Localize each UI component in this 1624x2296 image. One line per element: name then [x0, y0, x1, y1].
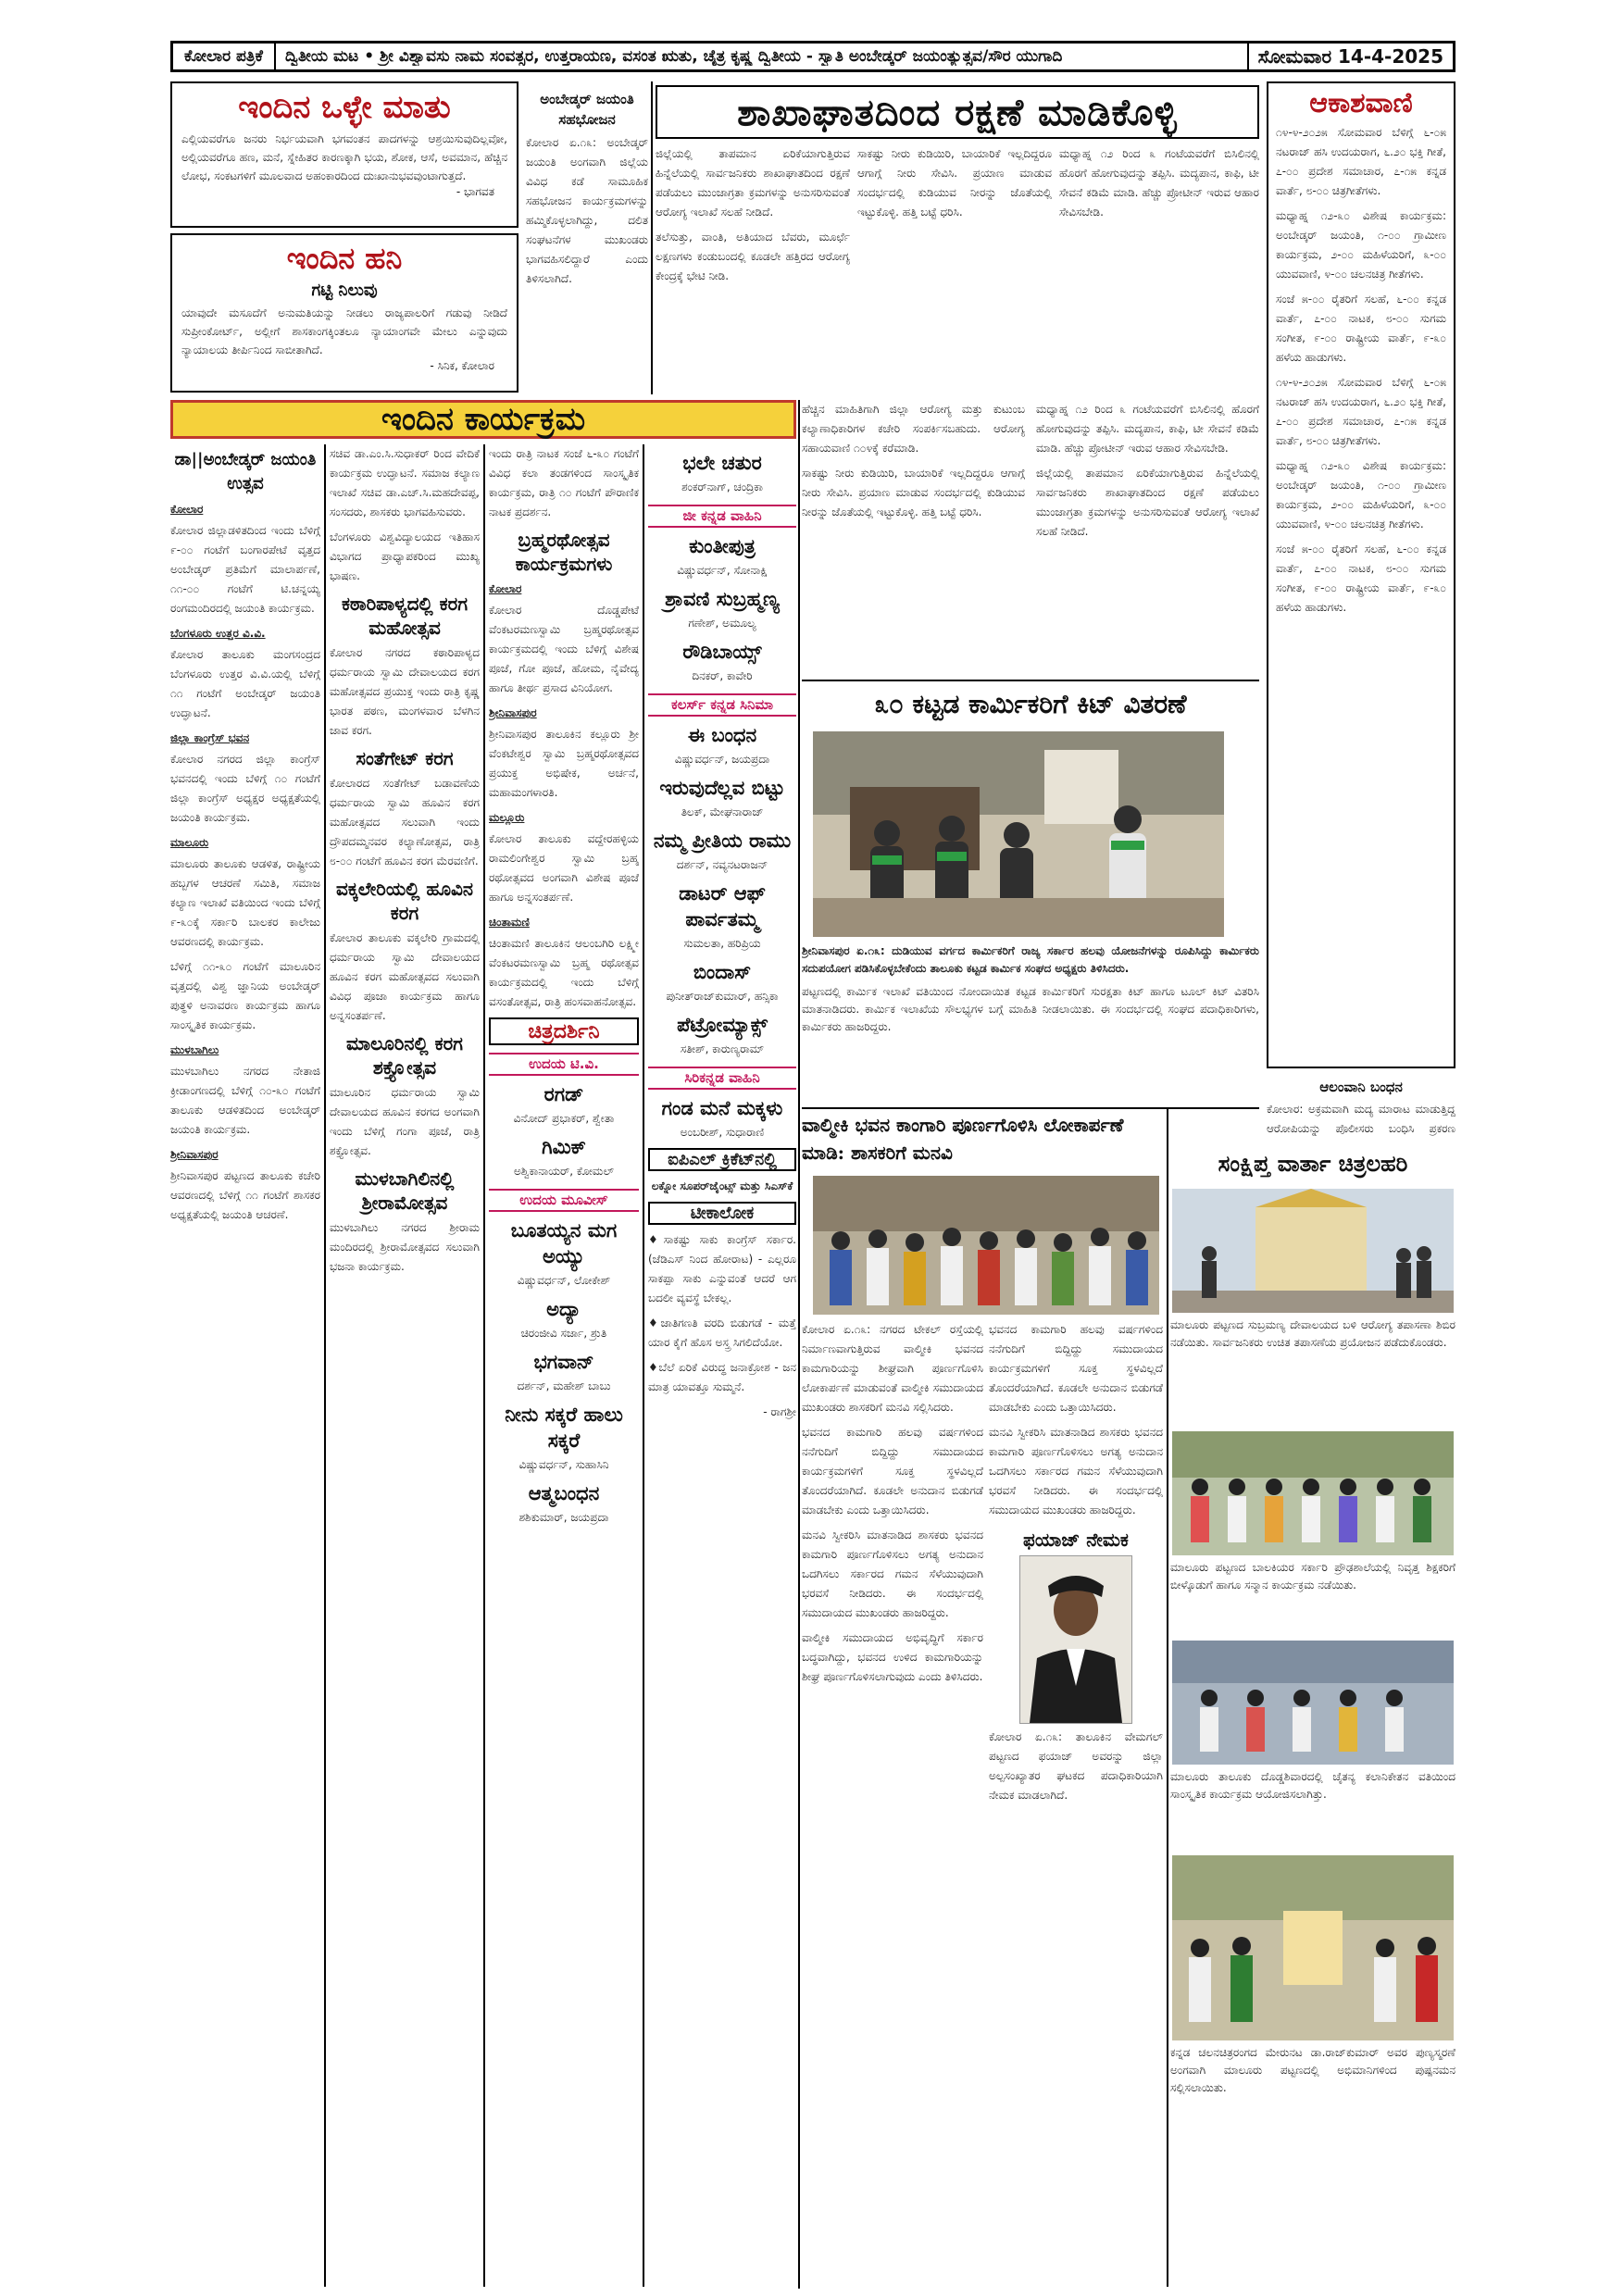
- heat-article-para: ಸಾಕಷ್ಟು ನೀರು ಕುಡಿಯಿರಿ, ಬಾಯಾರಿಕೆ ಇಲ್ಲದಿದ್ದರೂ ಆಗಾಗ್ಗೆ ನೀರು ಸೇವಿಸಿ. ಪ್ರಯಾಣ ಮಾಡುವ ಸಂದರ್ಭದಲ್ಲಿ ಕುಡಿಯುವ ನೀರನ್ನು ಜೊತೆಯಲ್ಲಿ ಇಟ್ಟುಕೊಳ್ಳಿ. ಹತ್ತಿ ಬಟ್ಟೆ ಧರಿಸಿ.: [857, 147, 1052, 218]
- crowd-photo-image: [813, 1176, 1159, 1315]
- programme-text: ಬೆಂಗಳೂರು ವಿಶ್ವವಿದ್ಯಾಲಯದ ಇತಿಹಾಸ ವಿಭಾಗದ ಪ್ರಾಧ್ಯಾಪಕರಿಂದ ಮುಖ್ಯ ಭಾಷಣ.: [330, 530, 480, 582]
- programme-text: ಸಚಿವ ಡಾ.ಎಂ.ಸಿ.ಸುಧಾಕರ್ ರಿಂದ ವೇದಿಕೆ ಕಾರ್ಯಕ್ರಮ ಉದ್ಘಾಟನೆ. ಸಮಾಜ ಕಲ್ಯಾಣ ಇಲಾಖೆ ಸಚಿವ ಡಾ.ಎಚ್.ಸಿ.ಮಹದೇವಪ್ಪ, ಸಂಸದರು, ಶಾಸಕರು ಭಾಗವಹಿಸುವರು.: [330, 447, 480, 518]
- film-cast: ಸುಮಲತಾ, ಹರಿಪ್ರಿಯ: [683, 937, 761, 950]
- gem-of-day-box: [170, 233, 518, 393]
- teekaloka-item: ♦ಸಾಕಷ್ಟು ಸಾಕು ಕಾಂಗ್ರೆಸ್ ಸರ್ಕಾರ. (ಜೆಡಿಎಸ್ ನಿಂದ ಹೋರಾಟ) - ಎಲ್ಲರೂ ಸಾಕಪ್ಪಾ ಸಾಕು ಎನ್ನುವಂತೆ ಆದರೆ ಆಗ ಬದಲೀ ವ್ಯವಸ್ಥೆ ಬೇಕಲ್ಲ.: [648, 1233, 796, 1304]
- valmiki-text: ಮನವಿ ಸ್ವೀಕರಿಸಿ ಮಾತನಾಡಿದ ಶಾಸಕರು ಭವನದ ಕಾಮಗಾರಿ ಪೂರ್ಣಗೊಳಿಸಲು ಅಗತ್ಯ ಅನುದಾನ ಒದಗಿಸಲು ಸರ್ಕಾರದ ಗಮನ ಸೆಳೆಯುವುದಾಗಿ ಭರವಸೆ ನೀಡಿದರು. ಈ ಸಂದರ್ಭದಲ್ಲಿ ಸಮುದಾಯದ ಮುಖಂಡರು ಹಾಜರಿದ್ದರು.: [802, 1529, 983, 1619]
- film-title: ಶ್ರಾವಣಿ ಸುಬ್ರಹ್ಮಣ್ಯ: [665, 587, 780, 610]
- quote-source: - ಭಾಗವತ: [456, 185, 494, 198]
- akashavani-box: [1267, 81, 1455, 1068]
- programme-text: ಮುಳಬಾಗಿಲು ನಗರದ ನೇತಾಜಿ ಕ್ರೀಡಾಂಗಣದಲ್ಲಿ ಬೆಳಿಗ್ಗೆ ೧೦-೩೦ ಗಂಟೆಗೆ ತಾಲೂಕು ಆಡಳಿತದಿಂದ ಅಂಬೇಡ್ಕರ್ ಜಯಂತಿ ಕಾರ್ಯಕ್ರಮ.: [170, 1065, 320, 1136]
- film-title: ಭಲೇ ಚತುರ: [682, 451, 762, 474]
- valmiki-text: ಭವನದ ಕಾಮಗಾರಿ ಹಲವು ವರ್ಷಗಳಿಂದ ನನೆಗುದಿಗೆ ಬಿದ್ದಿದ್ದು ಸಮುದಾಯದ ಕಾರ್ಯಕ್ರಮಗಳಿಗೆ ಸೂಕ್ತ ಸ್ಥಳವಿಲ್ಲದೆ ತೊಂದರೆಯಾಗಿದೆ. ಕೂಡಲೇ ಅನುದಾನ ಬಿಡುಗಡೆ ಮಾಡಬೇಕು ಎಂದು ಒತ್ತಾಯಿಸಿದರು.: [802, 1426, 983, 1516]
- film-title: ಈ ಬಂಧನ: [687, 723, 757, 746]
- programmes-banner: ಇಂದಿನ ಕಾರ್ಯಕ್ರಮ: [170, 400, 796, 439]
- channel-label: ಸಿರಿಕನ್ನಡ ವಾಹಿನಿ: [648, 1067, 796, 1090]
- akashavani-para: ಮಧ್ಯಾಹ್ನ ೧೨-೩೦ ವಿಶೇಷ ಕಾರ್ಯಕ್ರಮ: ಅಂಬೇಡ್ಕರ್ ಜಯಂತಿ, ೧-೦೦ ಗ್ರಾಮೀಣ ಕಾರ್ಯಕ್ರಮ, ೨-೦೦ ಮಹಿಳೆಯರಿಗೆ, ೩-೦೦ ಯುವವಾಣಿ, ೪-೦೦ ಚಲನಚಿತ್ರ ಗೀತೆಗಳು.: [1276, 209, 1446, 281]
- temple-photo-image: [1172, 1189, 1454, 1313]
- heat-article-para: ತಲೆಸುತ್ತು, ವಾಂತಿ, ಅತಿಯಾದ ಬೆವರು, ಮೂರ್ಛೆ ಲಕ್ಷಣಗಳು ಕಂಡುಬಂದಲ್ಲಿ ಕೂಡಲೇ ಹತ್ತಿರದ ಆರೋಗ್ಯ ಕೇಂದ್ರಕ್ಕೆ ಭೇಟಿ ನೀಡಿ.: [656, 231, 850, 282]
- film-cast: ವಿಷ್ಣುವರ್ಧನ್, ಸುಹಾಸಿನಿ: [518, 1458, 609, 1471]
- film-cast: ದರ್ಶನ್, ನವ್ಯನಟರಾಜನ್: [676, 858, 768, 871]
- brief-photo-1: [1172, 1189, 1454, 1313]
- divider: [802, 1107, 1259, 1109]
- heat-article-col-2: [857, 144, 1052, 394]
- film-cast: ದರ್ಶನ್, ಮಹೇಶ್ ಬಾಬು: [517, 1379, 611, 1392]
- appointee-photo: [1019, 1555, 1132, 1724]
- valmiki-text: ಮನವಿ ಸ್ವೀಕರಿಸಿ ಮಾತನಾಡಿದ ಶಾಸಕರು ಭವನದ ಕಾಮಗಾರಿ ಪೂರ್ಣಗೊಳಿಸಲು ಅಗತ್ಯ ಅನುದಾನ ಒದಗಿಸಲು ಸರ್ಕಾರದ ಗಮನ ಸೆಳೆಯುವುದಾಗಿ ಭರವಸೆ ನೀಡಿದರು. ಈ ಸಂದರ್ಭದಲ್ಲಿ ಸಮುದಾಯದ ಮುಖಂಡರು ಹಾಜರಿದ್ದರು.: [989, 1426, 1163, 1516]
- film-title: ಡಾಟರ್ ಆಫ್ ಪಾರ್ವತಮ್ಮ: [679, 881, 766, 930]
- akashavani-para: ಸಂಜೆ ೫-೦೦ ರೈತರಿಗೆ ಸಲಹೆ, ೬-೦೦ ಕನ್ನಡ ವಾರ್ತೆ, ೭-೦೦ ನಾಟಕ, ೮-೦೦ ಸುಗಮ ಸಂಗೀತ, ೯-೦೦ ರಾಷ್ಟ್ರೀಯ ವಾರ್ತೆ, ೯-೩೦ ಹಳೆಯ ಹಾಡುಗಳು.: [1276, 293, 1446, 364]
- location-label: ಮುಳಬಾಗಿಲು: [170, 1043, 219, 1056]
- akashavani-para: ಮಧ್ಯಾಹ್ನ ೧೨-೩೦ ವಿಶೇಷ ಕಾರ್ಯಕ್ರಮ: ಅಂಬೇಡ್ಕರ್ ಜಯಂತಿ, ೧-೦೦ ಗ್ರಾಮೀಣ ಕಾರ್ಯಕ್ರಮ, ೨-೦೦ ಮಹಿಳೆಯರಿಗೆ, ೩-೦೦ ಯುವವಾಣಿ, ೪-೦೦ ಚಲನಚಿತ್ರ ಗೀತೆಗಳು.: [1276, 459, 1446, 530]
- gem-text: ಯಾವುದೇ ಮಸೂದೆಗೆ ಅನುಮತಿಯನ್ನು ನೀಡಲು ರಾಜ್ಯಪಾಲರಿಗೆ ಗಡುವು ನೀಡಿದೆ ಸುಪ್ರೀಂಕೋರ್ಟ್, ಅಲ್ಲೀಗೆ ಶಾಸಕಾಂಗಕ್ಕಿಂತಲೂ ನ್ಯಾಯಾಂಗವೇ ಮೇಲು ಎನ್ನುವುದು ನ್ಯಾಯಾಲಯ ತೀರ್ಪಿನಿಂದ ಸಾಬೀತಾಗಿದೆ.: [181, 306, 507, 356]
- film-title: ಬಿಂದಾಸ್: [693, 960, 752, 983]
- issue-date: ಸೋಮವಾರ 14-4-2025: [1257, 45, 1443, 68]
- film-title: ಬೂತಯ್ಯನ ಮಗ ಅಯ್ಯು: [510, 1218, 618, 1267]
- divider: [483, 444, 485, 2287]
- heat-article-col-1: [656, 144, 850, 394]
- brief-caption: ಕನ್ನಡ ಚಲನಚಿತ್ರರಂಗದ ಮೇರುನಟ ಡಾ.ರಾಜ್‌ಕುಮಾರ್ ಅವರ ಪುಣ್ಯಸ್ಮರಣೆ ಅಂಗವಾಗಿ ಮಾಲೂರು ಪಟ್ಟಣದಲ್ಲಿ ಅಭಿಮಾನಿಗಳಿಂದ ಪುಷ್ಪನಮನ ಸಲ್ಲಿಸಲಾಯಿತು.: [1170, 2046, 1455, 2094]
- film-title: ಕುಂತೀಪುತ್ರ: [689, 534, 756, 557]
- location-label: ಕೋಲಾರ: [170, 503, 204, 516]
- appointment-text: ಕೋಲಾರ ಏ.೧೩: ತಾಲೂಕಿನ ವೇಮಗಲ್ ಪಟ್ಟಣದ ಫಯಾಜ್ ಅವರನ್ನು ಜಿಲ್ಲಾ ಅಲ್ಪಸಂಖ್ಯಾತರ ಘಟಕದ ಪದಾಧಿಕಾರಿಯಾಗಿ ನೇಮಕ ಮಾಡಲಾಗಿದೆ.: [989, 1730, 1163, 1802]
- film-cast: ಅಶ್ವಿಕಾನಾಯರ್, ಕೋಮಲ್: [514, 1165, 614, 1178]
- quote-text: ಎಲ್ಲಿಯವರೆಗೂ ಜನರು ನಿರ್ಭಯವಾಗಿ ಭಗವಂತನ ಪಾದಗಳನ್ನು ಆಶ್ರಯಿಸುವುದಿಲ್ಲವೋ, ಅಲ್ಲಿಯವರೆಗೂ ಹಣ, ಮನೆ, ಸ್ನೇಹಿತರ ಕಾರಣಕ್ಕಾಗಿ ಭಯ, ಶೋಕ, ಆಸೆ, ಅವಮಾನ, ಹೆಚ್ಚಿನ ಲೋಭ, ಸಂಕಟಗಳಿಗೆ ಮೂಲವಾದ ಅಹಂಕಾರದಿಂದ ದುಃಖಾನುಭವವುಂಟಾಗುತ್ತದೆ.: [181, 132, 507, 182]
- programme-text: ಕೋಲಾರದ ಸಂತೆಗೇಟ್ ಬಡಾವಣೆಯ ಧರ್ಮರಾಯ ಸ್ವಾಮಿ ಹೂವಿನ ಕರಗ ಮಹೋತ್ಸವದ ಸಲುವಾಗಿ ಇಂದು ದ್ರೌಪದಮ್ಮನವರ ಕಲ್ಯಾಣೋತ್ಸವ, ರಾತ್ರಿ ೮-೦೦ ಗಂಟೆಗೆ ಹೂವಿನ ಕರಗ ಮೆರವಣಿಗೆ.: [330, 777, 480, 867]
- divider: [643, 444, 644, 2287]
- programme-title: ಮಾಲೂರಿನಲ್ಲಿ ಕರಗ ಶಕ್ತ್ಯೋತ್ಸವ: [346, 1032, 463, 1079]
- valmiki-article-col-2: [989, 1320, 1163, 2287]
- film-title: ಅದ್ಯಾ: [546, 1297, 581, 1320]
- channel-label: ಉದಯ ಮೂವೀಸ್: [489, 1189, 639, 1212]
- film-title: ನಮ್ಮ ಪ್ರೀತಿಯ ರಾಮು: [653, 829, 792, 852]
- film-cast: ಗಣೇಶ್, ಅಮೂಲ್ಯ: [688, 617, 756, 630]
- location-label: ಜಿಲ್ಲಾ ಕಾಂಗ್ರೆಸ್ ಭವನ: [170, 731, 250, 744]
- film-title: ಗಿಮಿಕ್: [542, 1135, 586, 1158]
- location-label: ಚಿಂತಾಮಣಿ: [489, 916, 530, 929]
- heat-article-para: ಮಧ್ಯಾಹ್ನ ೧೨ ರಿಂದ ೩ ಗಂಟೆಯವರೆಗೆ ಬಿಸಿಲಿನಲ್ಲಿ ಹೊರಗೆ ಹೋಗುವುದನ್ನು ತಪ್ಪಿಸಿ. ಮದ್ಯಪಾನ, ಕಾಫಿ, ಟೀ ಸೇವನೆ ಕಡಿಮೆ ಮಾಡಿ. ಹೆಚ್ಚು ಪ್ರೋಟೀನ್ ಇರುವ ಆಹಾರ ಸೇವಿಸಬೇಡಿ.: [1059, 147, 1259, 218]
- quote-of-day-box: [170, 81, 518, 228]
- film-cast: ದಿನಕರ್, ಕಾವೇರಿ: [692, 669, 753, 682]
- programme-text: ಕೋಲಾರ ಜಿಲ್ಲಾಡಳಿತದಿಂದ ಇಂದು ಬೆಳಿಗ್ಗೆ ೯-೦೦ ಗಂಟೆಗೆ ಬಂಗಾರಪೇಟೆ ವೃತ್ತದ ಅಂಬೇಡ್ಕರ್ ಪ್ರತಿಮೆಗೆ ಮಾಲಾರ್ಪಣೆ, ೧೧-೦೦ ಗಂಟೆಗೆ ಟಿ.ಚನ್ನಯ್ಯ ರಂಗಮಂದಿರದಲ್ಲಿ ಜಯಂತಿ ಕಾರ್ಯಕ್ರಮ.: [170, 524, 320, 615]
- divider: [1167, 1107, 1168, 2287]
- ambedkar-bhojana-title: ಅಂಬೇಡ್ಕರ್ ಜಯಂತಿ ಸಹಭೋಜನ: [540, 91, 634, 128]
- ipl-label: ಐಪಿಎಲ್ ಕ್ರಿಕೆಟ್‌ನಲ್ಲಿ: [648, 1148, 796, 1171]
- divider: [651, 81, 653, 394]
- film-title: ಇರುವುದೆಲ್ಲವ ಬಿಟ್ಟು: [659, 776, 785, 799]
- programme-title: ಕಠಾರಿಪಾಳ್ಯದಲ್ಲಿ ಕರಗ ಮಹೋತ್ಸವ: [341, 593, 468, 639]
- programme-text: ಶ್ರೀನಿವಾಸಪುರ ಪಟ್ಟಣದ ತಾಲೂಕು ಕಚೇರಿ ಆವರಣದಲ್ಲಿ ಬೆಳಿಗ್ಗೆ ೧೧ ಗಂಟೆಗೆ ಶಾಸಕರ ಅಧ್ಯಕ್ಷತೆಯಲ್ಲಿ ಜಯಂತಿ ಆಚರಣೆ.: [170, 1169, 320, 1221]
- film-title: ಗಂಡ ಮನೆ ಮಕ್ಕಳು: [661, 1096, 783, 1119]
- programme-text: ಮುಳಬಾಗಿಲು ನಗರದ ಶ್ರೀರಾಮ ಮಂದಿರದಲ್ಲಿ ಶ್ರೀರಾಮೋತ್ಸವದ ಸಲುವಾಗಿ ಭಜನಾ ಕಾರ್ಯಕ್ರಮ.: [330, 1221, 480, 1273]
- programme-text: ಶ್ರೀನಿವಾಸಪುರ ತಾಲೂಕಿನ ಕಲ್ಲೂರು ಶ್ರೀ ವೆಂಕಟೇಶ್ವರ ಸ್ವಾಮಿ ಬ್ರಹ್ಮರಥೋತ್ಸವದ ಪ್ರಯುಕ್ತ ಅಭಿಷೇಕ, ಅರ್ಚನೆ, ಮಹಾಮಂಗಳಾರತಿ.: [489, 728, 639, 799]
- valmiki-text: ಕೋಲಾರ ಏ.೧೩: ನಗರದ ಟೇಕಲ್ ರಸ್ತೆಯಲ್ಲಿ ನಿರ್ಮಾಣವಾಗುತ್ತಿರುವ ವಾಲ್ಮೀಕಿ ಭವನದ ಕಾಮಗಾರಿಯನ್ನು ಶೀಘ್ರವಾಗಿ ಪೂರ್ಣಗೊಳಿಸಿ ಲೋಕಾರ್ಪಣೆ ಮಾಡುವಂತೆ ವಾಲ್ಮೀಕಿ ಸಮುದಾಯದ ಮುಖಂಡರು ಶಾಸಕರಿಗೆ ಮನವಿ ಸಲ್ಲಿಸಿದರು.: [802, 1323, 983, 1414]
- quote-title: ಇಂದಿನ ಒಳ್ಳೇ ಮಾತು: [238, 89, 451, 126]
- film-title: ರೌಡಿಬಾಯ್ಸ್: [682, 640, 762, 663]
- programme-title: ವಕ್ಕಲೇರಿಯಲ್ಲಿ ಹೂವಿನ ಕರಗ: [336, 878, 473, 924]
- channel-label: ಜೀ ಕನ್ನಡ ವಾಹಿನಿ: [648, 505, 796, 528]
- group-photo-image: [1172, 1431, 1454, 1555]
- kit-article: [802, 942, 1259, 1102]
- heat-article-para: ಮಧ್ಯಾಹ್ನ ೧೨ ರಿಂದ ೩ ಗಂಟೆಯವರೆಗೆ ಬಿಸಿಲಿನಲ್ಲಿ ಹೊರಗೆ ಹೋಗುವುದನ್ನು ತಪ್ಪಿಸಿ. ಮದ್ಯಪಾನ, ಕಾಫಿ, ಟೀ ಸೇವನೆ ಕಡಿಮೆ ಮಾಡಿ. ಹೆಚ್ಚು ಪ್ರೋಟೀನ್ ಇರುವ ಆಹಾರ ಸೇವಿಸಬೇಡಿ.: [1036, 403, 1259, 455]
- film-cast: ಶಶಿಕುಮಾರ್, ಜಯಪ್ರದಾ: [518, 1511, 609, 1524]
- film-title: ಆತ್ಮಬಂಧನ: [528, 1481, 600, 1504]
- ambedkar-bhojana-article: [526, 85, 648, 393]
- brief-caption-2: [1170, 1559, 1455, 1637]
- akashavani-title: ಆಕಾಶವಾಣಿ: [1309, 87, 1413, 119]
- location-label: ಶ್ರೀನಿವಾಸಪುರ: [489, 706, 537, 719]
- programme-text: ಬೆಳಿಗ್ಗೆ ೧೧-೩೦ ಗಂಟೆಗೆ ಮಾಲೂರಿನ ವೃತ್ತದಲ್ಲಿ ವಿಶ್ವ ಜ್ಞಾನಿಯ ಅಂಬೇಡ್ಕರ್ ಪುತ್ಥಳಿ ಅನಾವರಣ ಕಾರ್ಯಕ್ರಮ ಹಾಗೂ ಸಾಂಸ್ಕೃತಿಕ ಕಾರ್ಯಕ್ರಮ.: [170, 960, 320, 1031]
- kit-caption: ಶ್ರೀನಿವಾಸಪುರ ಏ.೧೩: ದುಡಿಯುವ ವರ್ಗದ ಕಾರ್ಮಿಕರಿಗೆ ರಾಜ್ಯ ಸರ್ಕಾರ ಹಲವು ಯೋಜನೆಗಳನ್ನು ರೂಪಿಸಿದ್ದು ಕಾರ್ಮಿಕರು ಸದುಪಯೋಗ ಪಡಿಸಿಕೊಳ್ಳಬೇಕೆಂದು ತಾಲೂಕು ಕಟ್ಟಡ ಕಾರ್ಮಿಕ ಸಂಘದ ಅಧ್ಯಕ್ಷರು ತಿಳಿಸಿದರು.: [802, 944, 1259, 975]
- location-label: ಬೆಂಗಳೂರು ಉತ್ತರ ವಿ.ವಿ.: [170, 627, 266, 640]
- programme-text: ಕೋಲಾರ ತಾಲೂಕು ವದ್ದೇರಹಳ್ಳಿಯ ರಾಮಲಿಂಗೇಶ್ವರ ಸ್ವಾಮಿ ಬ್ರಹ್ಮ ರಥೋತ್ಸವದ ಅಂಗವಾಗಿ ವಿಶೇಷ ಪೂಜೆ ಹಾಗೂ ಅನ್ನಸಂತರ್ಪಣೆ.: [489, 832, 639, 904]
- programmes-col-2: [330, 444, 480, 2287]
- brief-news-headline: ಸಂಕ್ಷಿಪ್ತ ವಾರ್ತಾ ಚಿತ್ರಲಹರಿ: [1218, 1149, 1408, 1177]
- brief-photo-2: [1172, 1431, 1454, 1555]
- programme-text: ಚಿಂತಾಮಣಿ ತಾಲೂಕಿನ ಆಲಂಬಗಿರಿ ಲಕ್ಷ್ಮೀ ವೆಂಕಟರಮಣಸ್ವಾಮಿ ಬ್ರಹ್ಮ ರಥೋತ್ಸವ ಕಾರ್ಯಕ್ರಮದಲ್ಲಿ ಇಂದು ಬೆಳಿಗ್ಗೆ ವಸಂತೋತ್ಸವ, ರಾತ್ರಿ ಹಂಸವಾಹನೋತ್ಸವ.: [489, 937, 639, 1008]
- divider: [802, 680, 1259, 681]
- ipl-match: ಲಕ್ನೋ ಸೂಪರ್‌ಜೈಂಟ್ಸ್ ಮತ್ತು ಸಿಎಸ್‌ಕೆ: [651, 1179, 793, 1192]
- brief-caption: ಮಾಲೂರು ತಾಲೂಕು ದೊಡ್ಡಶಿವಾರದಲ್ಲಿ ಚೈತನ್ಯ ಕಲಾನಿಕೇತನ ವತಿಯಿಂದ ಸಾಂಸ್ಕೃತಿಕ ಕಾರ್ಯಕ್ರಮ ಆಯೋಜಿಸಲಾಗಿತ್ತು.: [1170, 1770, 1455, 1801]
- chitradarshini-title: ಚಿತ್ರದರ್ಶಿನಿ: [489, 1017, 639, 1045]
- heat-article-para: ಜಿಲ್ಲೆಯಲ್ಲಿ ತಾಪಮಾನ ಏರಿಕೆಯಾಗುತ್ತಿರುವ ಹಿನ್ನೆಲೆಯಲ್ಲಿ ಸಾರ್ವಜನಿಕರು ಶಾಖಾಘಾತದಿಂದ ರಕ್ಷಣೆ ಪಡೆಯಲು ಮುಂಜಾಗ್ರತಾ ಕ್ರಮಗಳನ್ನು ಅನುಸರಿಸುವಂತೆ ಆರೋಗ್ಯ ಇಲಾಖೆ ಸಲಹೆ ನೀಡಿದೆ.: [656, 147, 850, 218]
- ambedkar-bhojana-text: ಕೋಲಾರ ಏ.೧೩: ಅಂಬೇಡ್ಕರ್ ಜಯಂತಿ ಅಂಗವಾಗಿ ಜಿಲ್ಲೆಯ ವಿವಿಧ ಕಡೆ ಸಾಮೂಹಿಕ ಸಹಭೋಜನ ಕಾರ್ಯಕ್ರಮಗಳನ್ನು ಹಮ್ಮಿಕೊಳ್ಳಲಾಗಿದ್ದು, ದಲಿತ ಸಂಘಟನೆಗಳ ಮುಖಂಡರು ಭಾಗವಹಿಸಲಿದ್ದಾರೆ ಎಂದು ತಿಳಿಸಲಾಗಿದೆ.: [526, 136, 648, 285]
- heat-article-col-3: [1059, 144, 1259, 394]
- akashavani-para: ಸಂಜೆ ೫-೦೦ ರೈತರಿಗೆ ಸಲಹೆ, ೬-೦೦ ಕನ್ನಡ ವಾರ್ತೆ, ೭-೦೦ ನಾಟಕ, ೮-೦೦ ಸುಗಮ ಸಂಗೀತ, ೯-೦೦ ರಾಷ್ಟ್ರೀಯ ವಾರ್ತೆ, ೯-೩೦ ಹಳೆಯ ಹಾಡುಗಳು.: [1276, 543, 1446, 614]
- teekaloka-label: ಟೀಕಾಲೋಕ: [648, 1202, 796, 1225]
- programme-title: ಮುಳಬಾಗಿಲಿನಲ್ಲಿ ಶ್ರೀರಾಮೋತ್ಸವ: [355, 1167, 455, 1214]
- valmiki-text: ಭವನದ ಕಾಮಗಾರಿ ಹಲವು ವರ್ಷಗಳಿಂದ ನನೆಗುದಿಗೆ ಬಿದ್ದಿದ್ದು ಸಮುದಾಯದ ಕಾರ್ಯಕ್ರಮಗಳಿಗೆ ಸೂಕ್ತ ಸ್ಥಳವಿಲ್ಲದೆ ತೊಂದರೆಯಾಗಿದೆ. ಕೂಡಲೇ ಅನುದಾನ ಬಿಡುಗಡೆ ಮಾಡಬೇಕು ಎಂದು ಒತ್ತಾಯಿಸಿದರು.: [989, 1323, 1163, 1414]
- programme-title: ಸಂತೆಗೇಟ್ ಕರಗ: [356, 747, 454, 769]
- brief-photo-3: [1172, 1641, 1454, 1765]
- film-cast: ಶಂಕರ್‌ನಾಗ್, ಚಂದ್ರಿಕಾ: [681, 480, 763, 493]
- group-photo-image: [813, 731, 1224, 937]
- akashavani-schedule: [1276, 123, 1446, 618]
- divider: [324, 444, 326, 2287]
- divider: [798, 400, 800, 2289]
- valmiki-article-col-1: [802, 1320, 983, 2287]
- brief-caption-3: [1170, 1768, 1455, 1852]
- teekaloka-item: ♦ಜಾತಿಗಣತಿ ವರದಿ ಬಿಡುಗಡೆ - ಮತ್ತೆ ಯಾರ ಕೈಗೆ ಹೊಸ ಅಸ್ತ್ರ ಸಿಗಲಿದೆಯೋ.: [648, 1316, 796, 1349]
- film-title: ಭಗವಾನ್: [533, 1350, 594, 1373]
- film-title: ರಗಡ್: [543, 1082, 584, 1105]
- film-title: ನೀನು ಸಕ್ಕರೆ ಹಾಲು ಸಕ್ಕರೆ: [505, 1403, 623, 1452]
- main-headline: ಶಾಖಾಘಾತದಿಂದ ರಕ್ಷಣೆ ಮಾಡಿಕೊಳ್ಳಿ: [656, 85, 1259, 139]
- programme-title: ಬ್ರಹ್ಮರಥೋತ್ಸವ ಕಾರ್ಯಕ್ರಮಗಳು: [515, 529, 613, 575]
- group-photo-image: [1172, 1641, 1454, 1765]
- film-cast: ಪುನೀತ್‌ರಾಜ್‌ಕುಮಾರ್, ಹನ್ಸಿಕಾ: [666, 990, 779, 1003]
- appointment-title: ಫಯಾಜ್ ನೇಮಕ: [1023, 1529, 1129, 1551]
- gem-title: ಇಂದಿನ ಹನಿ: [286, 241, 403, 276]
- programme-text: ಮಾಲೂರು ತಾಲೂಕು ಆಡಳಿತ, ರಾಷ್ಟ್ರೀಯ ಹಬ್ಬಗಳ ಆಚರಣೆ ಸಮಿತಿ, ಸಮಾಜ ಕಲ್ಯಾಣ ಇಲಾಖೆ ವತಿಯಿಂದ ಇಂದು ಬೆಳಿಗ್ಗೆ ೯-೩೦ಕ್ಕೆ ಸರ್ಕಾರಿ ಬಾಲಕರ ಕಾಲೇಜು ಆವರಣದಲ್ಲಿ ಕಾರ್ಯಕ್ರಮ.: [170, 857, 320, 948]
- programme-text: ಕೋಲಾರ ದೊಡ್ಡಪೇಟೆ ವೆಂಕಟರಮಣಸ್ವಾಮಿ ಬ್ರಹ್ಮರಥೋತ್ಸವ ಕಾರ್ಯಕ್ರಮದಲ್ಲಿ ಇಂದು ಬೆಳಿಗ್ಗೆ ವಿಶೇಷ ಪೂಜೆ, ಗೋ ಪೂಜೆ, ಹೋಮ, ನೈವೇದ್ಯ ಹಾಗೂ ತೀರ್ಥ ಪ್ರಸಾದ ವಿನಿಯೋಗ.: [489, 604, 639, 694]
- gem-subtitle: ಗಟ್ಟಿ ನಿಲುವು: [311, 281, 378, 300]
- teekaloka-item: ♦ಬೆಲೆ ಏರಿಕೆ ವಿರುದ್ಧ ಜನಾಕ್ರೋಶ - ಜನ ಮಾತ್ರ ಯಾವತ್ತೂ ಸುಮ್ಮನೆ.: [648, 1361, 796, 1393]
- programmes-col-1: [170, 444, 320, 2287]
- kit-text: ಪಟ್ಟಣದಲ್ಲಿ ಕಾರ್ಮಿಕ ಇಲಾಖೆ ವತಿಯಿಂದ ನೋಂದಾಯಿತ ಕಟ್ಟಡ ಕಾರ್ಮಿಕರಿಗೆ ಸುರಕ್ಷತಾ ಕಿಟ್ ಹಾಗೂ ಟೂಲ್ ಕಿಟ್ ವಿತರಿಸಿ ಮಾತನಾಡಿದರು. ಕಾರ್ಮಿಕ ಇಲಾಖೆಯ ಸೌಲಭ್ಯಗಳ ಬಗ್ಗೆ ಮಾಹಿತಿ ನೀಡಲಾಯಿತು. ಈ ಸಂದರ್ಭದಲ್ಲಿ ಸಂಘದ ಪದಾಧಿಕಾರಿಗಳು, ಕಾರ್ಮಿಕರು ಹಾಜರಿದ್ದರು.: [802, 985, 1259, 1033]
- akashavani-para: ೧೪-೪-೨೦೨೫ ಸೋಮವಾರ ಬೆಳಿಗ್ಗೆ ೬-೦೫ ನಟರಾಜ್ ಹಸಿ ಉದಯರಾಗ, ೬.೨೦ ಭಕ್ತಿ ಗೀತೆ, ೭-೦೦ ಪ್ರದೇಶ ಸಮಾಚಾರ, ೭-೧೫ ಕನ್ನಡ ವಾರ್ತೆ, ೮-೦೦ ಚಿತ್ರಗೀತೆಗಳು.: [1276, 126, 1446, 197]
- film-cast: ಸತೀಶ್, ಕಾರುಣ್ಯರಾಮ್: [680, 1042, 765, 1055]
- tribute-photo-image: [1172, 1855, 1454, 2040]
- film-cast: ವಿಷ್ಣುವರ್ಧನ್, ಸೋನಾಕ್ಷಿ: [677, 564, 768, 577]
- brief-caption-1: [1170, 1316, 1455, 1428]
- film-cast: ಚಿರಂಜೀವಿ ಸರ್ಜಾ, ಶ್ರುತಿ: [520, 1327, 607, 1340]
- channel-label: ಕಲರ್ಸ್ ಕನ್ನಡ ಸಿನಿಮಾ: [648, 693, 796, 717]
- programmes-col-3: [489, 444, 639, 2287]
- location-label: ಮಾಲೂರು: [170, 836, 209, 849]
- heat-article-para: ಹೆಚ್ಚಿನ ಮಾಹಿತಿಗಾಗಿ ಜಿಲ್ಲಾ ಆರೋಗ್ಯ ಮತ್ತು ಕುಟುಂಬ ಕಲ್ಯಾಣಾಧಿಕಾರಿಗಳ ಕಚೇರಿ ಸಂಪರ್ಕಿಸಬಹುದು. ಆರೋಗ್ಯ ಸಹಾಯವಾಣಿ ೧೦೪ಕ್ಕೆ ಕರೆಮಾಡಿ.: [802, 403, 1025, 455]
- ambedkar-jayanti-title: ಡಾ||ಅಂಬೇಡ್ಕರ್ ಜಯಂತಿ ಉತ್ಸವ: [174, 450, 317, 493]
- location-label: ಶ್ರೀನಿವಾಸಪುರ: [170, 1148, 219, 1161]
- programme-text: ಕೋಲಾರ ನಗರದ ಕಠಾರಿಪಾಳ್ಯದ ಧರ್ಮರಾಯ ಸ್ವಾಮಿ ದೇವಾಲಯದ ಕರಗ ಮಹೋತ್ಸವದ ಪ್ರಯುಕ್ತ ಇಂದು ರಾತ್ರಿ ಕೃಷ್ಣ ಭಾರತ ಪಠಣ, ಮಂಗಳವಾರ ಬೆಳಗಿನ ಜಾವ ಕರಗ.: [330, 646, 480, 737]
- programme-text: ಇಂದು ರಾತ್ರಿ ನಾಟಕ ಸಂಜೆ ೬-೩೦ ಗಂಟೆಗೆ ವಿವಿಧ ಕಲಾ ತಂಡಗಳಿಂದ ಸಾಂಸ್ಕೃತಿಕ ಕಾರ್ಯಕ್ರಮ, ರಾತ್ರಿ ೧೦ ಗಂಟೆಗೆ ಪೌರಾಣಿಕ ನಾಟಕ ಪ್ರದರ್ಶನ.: [489, 447, 639, 518]
- brief-caption-4: [1170, 2044, 1455, 2285]
- film-cast: ವಿನೋದ್ ಪ್ರಭಾಕರ್, ಶ್ವೇತಾ: [513, 1112, 615, 1125]
- brief-caption: ಮಾಲೂರು ಪಟ್ಟಣದ ಬಾಲಕಿಯರ ಸರ್ಕಾರಿ ಪ್ರೌಢಶಾಲೆಯಲ್ಲಿ ನಿವೃತ್ತ ಶಿಕ್ಷಕರಿಗೆ ಬೀಳ್ಕೊಡುಗೆ ಹಾಗೂ ಸನ್ಮಾನ ಕಾರ್ಯಕ್ರಮ ನಡೆಯಿತು.: [1170, 1561, 1455, 1591]
- film-cast: ವಿಷ್ಣುವರ್ಧನ್, ಲೋಕೇಶ್: [517, 1274, 611, 1287]
- film-cast: ತಿಲಕ್, ಮೇಘನಾರಾಜ್: [681, 805, 764, 818]
- kit-headline: ೩೦ ಕಟ್ಟಡ ಕಾರ್ಮಿಕರಿಗೆ ಕಿಟ್ ವಿತರಣೆ: [874, 689, 1187, 719]
- heat-article-para: ಜಿಲ್ಲೆಯಲ್ಲಿ ತಾಪಮಾನ ಏರಿಕೆಯಾಗುತ್ತಿರುವ ಹಿನ್ನೆಲೆಯಲ್ಲಿ ಸಾರ್ವಜನಿಕರು ಶಾಖಾಘಾತದಿಂದ ರಕ್ಷಣೆ ಪಡೆಯಲು ಮುಂಜಾಗ್ರತಾ ಕ್ರಮಗಳನ್ನು ಅನುಸರಿಸುವಂತೆ ಆರೋಗ್ಯ ಇಲಾಖೆ ಸಲಹೆ ನೀಡಿದೆ.: [1036, 467, 1259, 538]
- film-cast: ವಿಷ್ಣುವರ್ಧನ್, ಜಯಪ್ರದಾ: [674, 753, 770, 766]
- programmes-col-4: [648, 444, 796, 2287]
- film-cast: ಅಂಬರೀಶ್, ಸುಧಾರಾಣಿ: [680, 1126, 765, 1139]
- programme-text: ಕೋಲಾರ ನಗರದ ಜಿಲ್ಲಾ ಕಾಂಗ್ರೆಸ್ ಭವನದಲ್ಲಿ ಇಂದು ಬೆಳಿಗ್ಗೆ ೧೦ ಗಂಟೆಗೆ ಜಿಲ್ಲಾ ಕಾಂಗ್ರೆಸ್ ಅಧ್ಯಕ್ಷರ ಅಧ್ಯಕ್ಷತೆಯಲ್ಲಿ ಜಯಂತಿ ಕಾರ್ಯಕ್ರಮ.: [170, 753, 320, 824]
- panchanga-line: ದ್ವಿತೀಯ ಮಟ • ಶ್ರೀ ವಿಶ್ವಾವಸು ನಾಮ ಸಂವತ್ಸರ, ಉತ್ತರಾಯಣ, ವಸಂತ ಋತು, ಚೈತ್ರ ಕೃಷ್ಣ ದ್ವಿತೀಯ - ಸ್ವಾತಿ ಅಂಬೇಡ್ಕರ್ ಜಯಂತ್ಯುತ್ಸವ/ಸೌರ ಯುಗಾದಿ: [284, 47, 1063, 66]
- programme-text: ಮಾಲೂರಿನ ಧರ್ಮರಾಯ ಸ್ವಾಮಿ ದೇವಾಲಯದ ಹೂವಿನ ಕರಗದ ಅಂಗವಾಗಿ ಇಂದು ಬೆಳಿಗ್ಗೆ ಗಂಗಾ ಪೂಜೆ, ರಾತ್ರಿ ಶಕ್ತ್ಯೋತ್ಸವ.: [330, 1086, 480, 1157]
- programme-text: ಕೋಲಾರ ತಾಲೂಕು ವಕ್ಕಲೇರಿ ಗ್ರಾಮದಲ್ಲಿ ಧರ್ಮರಾಯ ಸ್ವಾಮಿ ದೇವಾಲಯದ ಹೂವಿನ ಕರಗ ಮಹೋತ್ಸವದ ಸಲುವಾಗಿ ವಿವಿಧ ಪೂಜಾ ಕಾರ್ಯಕ್ರಮ ಹಾಗೂ ಅನ್ನಸಂತರ್ಪಣೆ.: [330, 931, 480, 1022]
- paper-name: ಕೋಲಾರ ಪತ್ರಿಕೆ: [184, 47, 263, 66]
- gem-author: - ಸಿನಿಕ, ಕೋಲಾರ: [430, 359, 494, 372]
- valmiki-text: ವಾಲ್ಮೀಕಿ ಸಮುದಾಯದ ಅಭಿವೃದ್ಧಿಗೆ ಸರ್ಕಾರ ಬದ್ಧವಾಗಿದ್ದು, ಭವನದ ಉಳಿದ ಕಾಮಗಾರಿಯನ್ನು ಶೀಘ್ರ ಪೂರ್ಣಗೊಳಿಸಲಾಗುವುದು ಎಂದು ತಿಳಿಸಿದರು.: [802, 1631, 983, 1683]
- teekaloka-sign: - ರಾಗಶ್ರೀ: [763, 1405, 796, 1418]
- valmiki-headline: ವಾಲ್ಮೀಕಿ ಭವನ ಕಾಂಗಾರಿ ಪೂರ್ಣಗೊಳಿಸಿ ಲೋಕಾರ್ಪಣೆ ಮಾಡಿ: ಶಾಸಕರಿಗೆ ಮನವಿ: [802, 1114, 1124, 1164]
- location-label: ಮಲ್ಲೂರು: [489, 811, 525, 824]
- heat-article-para: ಸಾಕಷ್ಟು ನೀರು ಕುಡಿಯಿರಿ, ಬಾಯಾರಿಕೆ ಇಲ್ಲದಿದ್ದರೂ ಆಗಾಗ್ಗೆ ನೀರು ಸೇವಿಸಿ. ಪ್ರಯಾಣ ಮಾಡುವ ಸಂದರ್ಭದಲ್ಲಿ ಕುಡಿಯುವ ನೀರನ್ನು ಜೊತೆಯಲ್ಲಿ ಇಟ್ಟುಕೊಳ್ಳಿ. ಹತ್ತಿ ಬಟ್ಟೆ ಧರಿಸಿ.: [802, 467, 1025, 518]
- bandhana-text: ಕೋಲಾರ: ಅಕ್ರಮವಾಗಿ ಮದ್ಯ ಮಾರಾಟ ಮಾಡುತ್ತಿದ್ದ ಆರೋಪಿಯನ್ನು ಪೊಲೀಸರು ಬಂಧಿಸಿ ಪ್ರಕರಣ: [1267, 1103, 1455, 1135]
- masthead: [170, 41, 1455, 72]
- bandhana-title: ಆಲಂವಾನಿ ಬಂಧನ: [1319, 1079, 1403, 1095]
- bandhana-article: [1267, 1074, 1455, 1139]
- film-title: ಪೆಟ್ರೋಮ್ಯಾಕ್ಸ್: [677, 1013, 768, 1036]
- location-label: ಕೋಲಾರ: [489, 582, 522, 595]
- heat-article-col-4: [802, 400, 1259, 678]
- programme-text: ಕೋಲಾರ ತಾಲೂಕು ಮಂಗಸಂದ್ರದ ಬೆಂಗಳೂರು ಉತ್ತರ ವಿ.ವಿ.ಯಲ್ಲಿ ಬೆಳಿಗ್ಗೆ ೧೧ ಗಂಟೆಗೆ ಅಂಬೇಡ್ಕರ್ ಜಯಂತಿ ಉದ್ಘಾಟನೆ.: [170, 648, 320, 719]
- portrait-image: [1020, 1556, 1131, 1723]
- kit-photo: [813, 731, 1224, 937]
- brief-photo-4: [1172, 1855, 1454, 2040]
- valmiki-photo: [813, 1176, 1159, 1315]
- channel-label: ಉದಯ ಟಿ.ವಿ.: [489, 1053, 639, 1076]
- brief-caption: ಮಾಲೂರು ಪಟ್ಟಣದ ಸುಬ್ರಮಣ್ಯ ದೇವಾಲಯದ ಬಳಿ ಆರೋಗ್ಯ ತಪಾಸಣಾ ಶಿಬಿರ ನಡೆಯಿತು. ಸಾರ್ವಜನಿಕರು ಉಚಿತ ತಪಾಸಣೆಯ ಪ್ರಯೋಜನ ಪಡೆದುಕೊಂಡರು.: [1170, 1318, 1455, 1349]
- akashavani-para: ೧೪-೪-೨೦೨೫ ಸೋಮವಾರ ಬೆಳಿಗ್ಗೆ ೬-೦೫ ನಟರಾಜ್ ಹಸಿ ಉದಯರಾಗ, ೬.೨೦ ಭಕ್ತಿ ಗೀತೆ, ೭-೦೦ ಪ್ರದೇಶ ಸಮಾಚಾರ, ೭-೧೫ ಕನ್ನಡ ವಾರ್ತೆ, ೮-೦೦ ಚಿತ್ರಗೀತೆಗಳು.: [1276, 376, 1446, 447]
